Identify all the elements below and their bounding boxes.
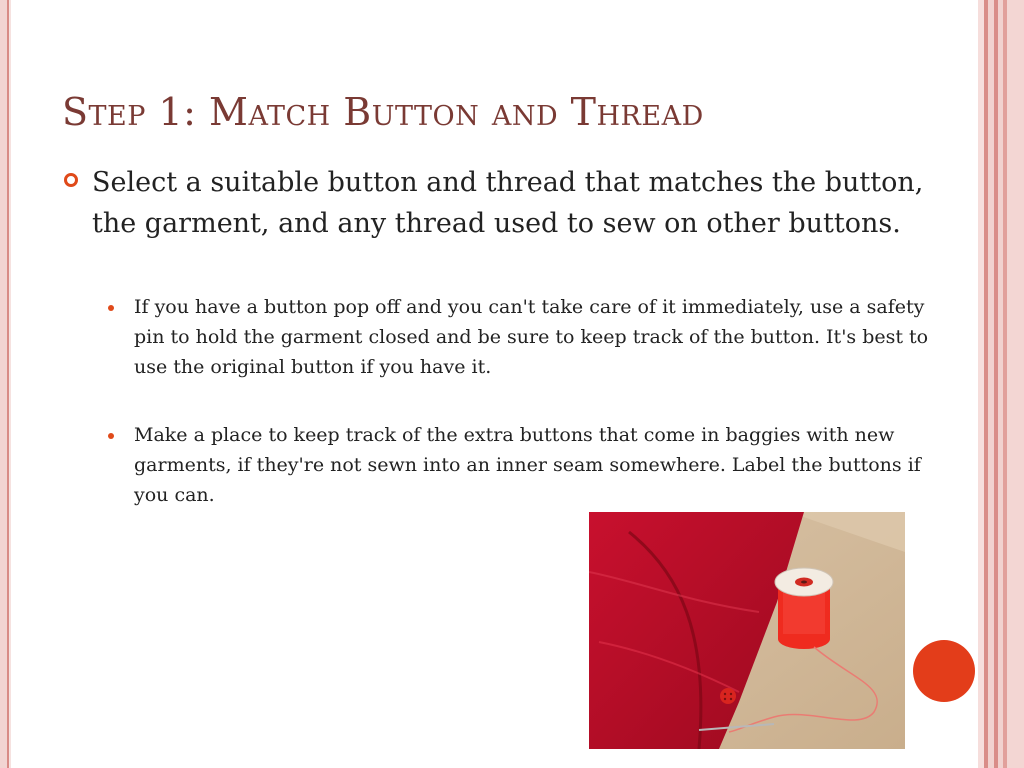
thread-spool: [775, 568, 833, 649]
left-border-highlight: [9, 0, 11, 768]
sewing-photo: [589, 512, 905, 749]
dot-bullet-icon: [108, 305, 114, 311]
slide-title: Step 1: Match Button and Thread: [62, 90, 704, 134]
sub-bullet-text: If you have a button pop off and you can't take care of it immediately, use a safety pin to hold the garment closed and be sure to keep track of the button. It's best to use the original button if you have it.: [134, 296, 929, 378]
right-border-band: [1007, 0, 1024, 768]
sub-bullet-text: Make a place to keep track of the extra buttons that come in baggies with new garments, if they're not sewn into an inner seam somewhere. Label the buttons if you can.: [134, 424, 921, 506]
dot-bullet-icon: [108, 433, 114, 439]
ring-bullet-icon: [64, 173, 78, 187]
left-border-stripe: [0, 0, 7, 768]
red-button: [720, 688, 736, 704]
decorative-circle: [913, 640, 975, 702]
bullet-text: Select a suitable button and thread that matches the button, the garment, and any thread used to sew on other buttons.: [92, 167, 924, 239]
